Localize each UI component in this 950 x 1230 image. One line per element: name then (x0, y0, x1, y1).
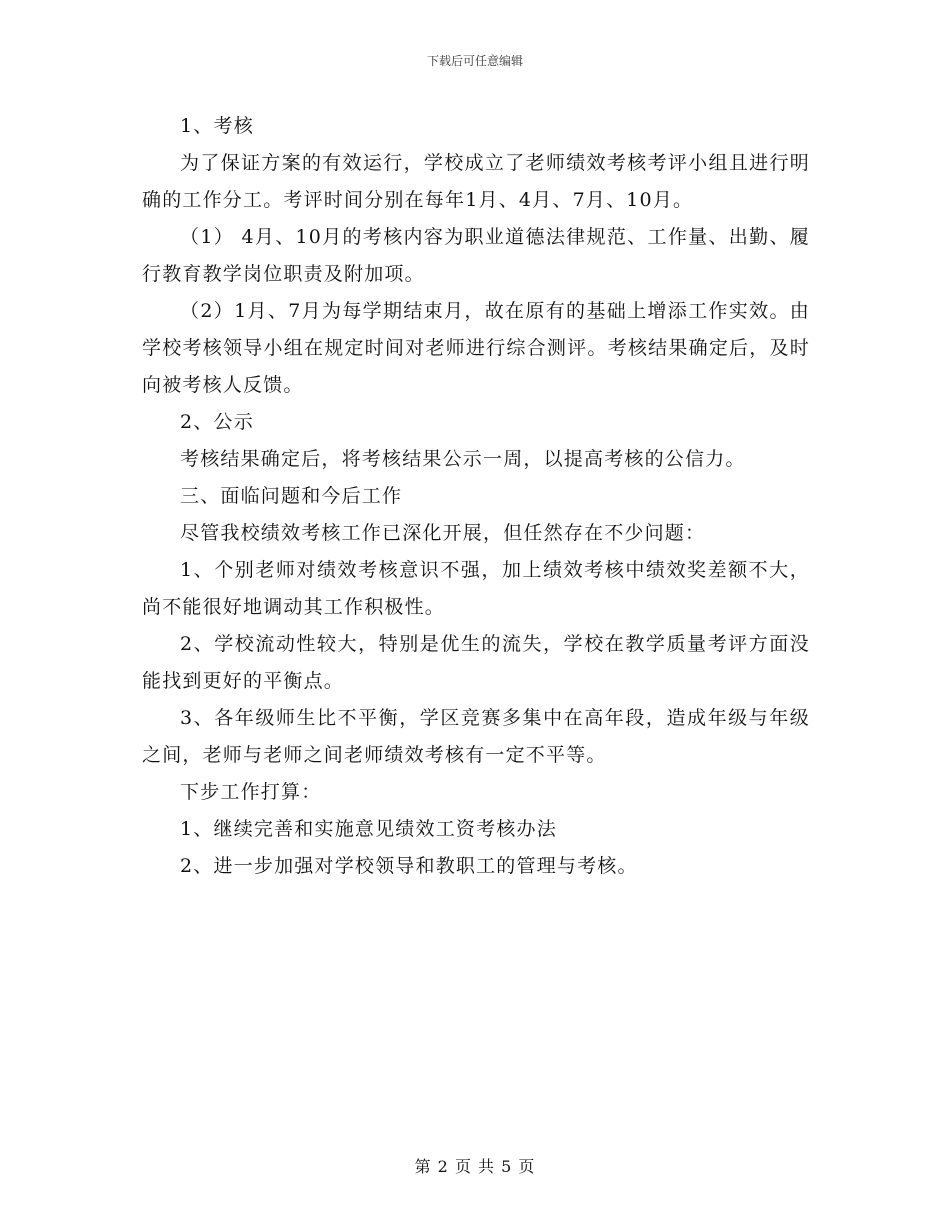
paragraph-next-step-1: 1、继续完善和实施意见绩效工资考核办法 (180, 818, 557, 840)
paragraph-problem-2: 2、学校流动性较大，特别是优生的流失，学校在教学质量考评方面没能找到更好的平衡点。 (142, 633, 810, 692)
section-heading-problems: 三、面临问题和今后工作 (180, 485, 403, 507)
paragraph-assessment-item-1: （1） 4月、10月的考核内容为职业道德法律规范、工作量、出勤、履行教育教学岗位职责及附加项。 (142, 226, 810, 285)
document-body (142, 108, 810, 885)
page-number: 第 2 页 共 5 页 (414, 1157, 536, 1176)
paragraph-problems-intro: 尽管我校绩效考核工作已深化开展，但任然存在不少问题： (180, 522, 706, 544)
paragraph-next-step-2: 2、进一步加强对学校领导和教职工的管理与考核。 (180, 855, 638, 877)
section-heading-assessment: 1、考核 (180, 115, 254, 137)
section-heading-next-steps: 下步工作打算： (180, 781, 322, 803)
paragraph-problem-3: 3、各年级师生比不平衡，学区竞赛多集中在高年段，造成年级与年级之间，老师与老师之间老师绩效考核有一定不平等。 (142, 707, 810, 766)
section-heading-publicity: 2、公示 (180, 411, 254, 433)
page-header: 下载后可任意编辑 (426, 54, 523, 68)
paragraph-problem-1: 1、个别老师对绩效考核意识不强，加上绩效考核中绩效奖差额不大，尚不能很好地调动其工作积极性。 (142, 559, 810, 618)
paragraph-assessment-item-2: （2）1月、7月为每学期结束月，故在原有的基础上增添工作实效。由学校考核领导小组在规定时间对老师进行综合测评。考核结果确定后，及时向被考核人反馈。 (142, 300, 810, 396)
paragraph-assessment-intro: 为了保证方案的有效运行，学校成立了老师绩效考核考评小组且进行明确的工作分工。考评时间分别在每年1月、4月、7月、10月。 (142, 152, 810, 211)
paragraph-publicity: 考核结果确定后，将考核结果公示一周，以提高考核的公信力。 (180, 448, 746, 470)
